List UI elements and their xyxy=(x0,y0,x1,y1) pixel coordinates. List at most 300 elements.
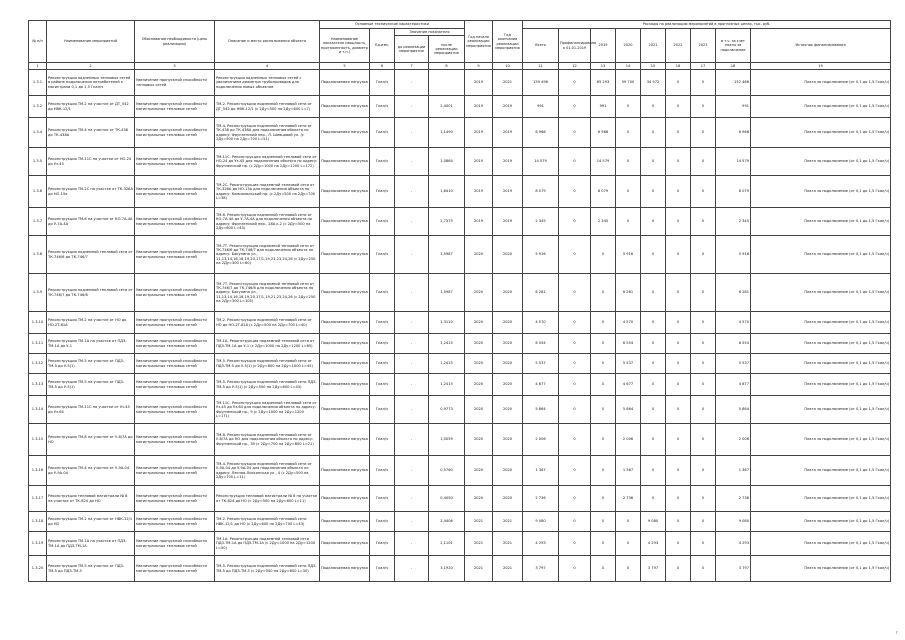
cell-financed: 0 xyxy=(559,556,591,582)
cell-unit: Гкал/ч xyxy=(370,96,395,118)
cell-2020: 1 367 xyxy=(616,456,641,486)
cell-num: 1.3.13 xyxy=(29,374,47,396)
cell-unit: Гкал/ч xyxy=(370,118,395,148)
cell-indicator: Подключаемая нагрузка xyxy=(320,96,370,118)
header-fee: в т.ч. за счет платы за подключение xyxy=(716,29,751,63)
cell-before: - xyxy=(395,374,429,396)
cell-total: 991 xyxy=(523,96,559,118)
header-source: Источник финансирования xyxy=(751,29,891,63)
cell-2020: 0 xyxy=(616,118,641,148)
cell-financed: 0 xyxy=(559,532,591,556)
cell-fee: 4 570 xyxy=(716,312,751,334)
cell-2021: 0 xyxy=(641,396,666,424)
cell-2021: 0 xyxy=(641,456,666,486)
cell-before: - xyxy=(395,486,429,512)
column-number: 15 xyxy=(641,63,666,70)
cell-2021: 0 xyxy=(641,176,666,208)
column-number: 4 xyxy=(215,63,320,70)
cell-2019: 8 079 xyxy=(591,176,616,208)
column-number: 1 xyxy=(29,63,47,70)
cell-before: - xyxy=(395,396,429,424)
cell-num: 1.3.20 xyxy=(29,556,47,582)
cell-before: - xyxy=(395,274,429,312)
cell-financed: 0 xyxy=(559,70,591,96)
cell-unit: Гкал/ч xyxy=(370,374,395,396)
cell-start-year: 2019 xyxy=(465,208,493,236)
cell-name: Реконструкция ТМ-8 на участке от У-8/7А до НО xyxy=(47,424,135,456)
cell-purpose: Увеличение пропускной способности магистральных тепловых сетей xyxy=(135,96,215,118)
cell-after: 1,0864 xyxy=(429,148,465,176)
cell-indicator: Подключаемая нагрузка xyxy=(320,236,370,274)
cell-2021: 3 797 xyxy=(641,556,666,582)
cell-start-year: 2020 xyxy=(465,274,493,312)
cell-2021: 0 xyxy=(641,96,666,118)
header-2019: 2019 xyxy=(591,29,616,63)
column-number: 18 xyxy=(716,63,751,70)
header-2022: 2022 xyxy=(666,29,691,63)
cell-description: ТМ-5. Реконструкция подземной тепловой сети от ПДЗ-ТМ-5 до У-5(1) (с 2Ду=800 на 2Ду=1000 L=45) xyxy=(215,354,320,374)
cell-2020: 2 006 xyxy=(616,424,641,456)
cell-before: - xyxy=(395,556,429,582)
cell-2021: 4 293 xyxy=(641,532,666,556)
cell-indicator: Подключаемая нагрузка xyxy=(320,556,370,582)
cell-unit: Гкал/ч xyxy=(370,556,395,582)
cell-2023: 0 xyxy=(691,274,716,312)
cell-name: Реконструкция подземной тепловой сети от ТК-746/7 до ТК-746/8 xyxy=(47,274,135,312)
column-number: 12 xyxy=(559,63,591,70)
cell-unit: Гкал/ч xyxy=(370,312,395,334)
cell-unit: Гкал/ч xyxy=(370,396,395,424)
cell-source: Плата за подключение (от 0,1 до 1,5 Гкал/ч) xyxy=(751,70,891,96)
cell-start-year: 2020 xyxy=(465,312,493,334)
cell-purpose: Увеличение пропускной способности магистральных тепловых сетей xyxy=(135,456,215,486)
cell-2023: 0 xyxy=(691,176,716,208)
cell-2019: 0 xyxy=(591,486,616,512)
table-row xyxy=(29,70,891,96)
cell-source: Плата за подключение (от 0,1 до 1,5 Гкал/ч) xyxy=(751,148,891,176)
cell-description: ТМ-2С. Реконструкция подземной тепловой сети от ТК-326А до НО-15а для подключения объекта по адресу: Комсомольский пр. (с 2Ду=500 на 2Ду=700 L=38) xyxy=(215,176,320,208)
table-row xyxy=(29,118,891,148)
table-row xyxy=(29,556,891,582)
cell-purpose: Увеличение пропускной способности магистральных тепловых сетей xyxy=(135,176,215,208)
table-row xyxy=(29,236,891,274)
cell-fee: 3 797 xyxy=(716,556,751,582)
cell-financed: 0 xyxy=(559,456,591,486)
cell-description: ТМ-4. Реконструкция подземной тепловой сети от ТК-438 до ТК-438А для подключения объекта по адресу: Фрунзенский пер., Л. Шевцовой ул. (с 2Ду=500 на 2Ду=700 L=51) xyxy=(215,118,320,148)
cell-description: Реконструкция тепловой магистрали № 8 на участке от ТК-824 до НО (с 2Ду=500 на 2Ду=600 L=11) xyxy=(215,486,320,512)
cell-2019: 0 xyxy=(591,236,616,274)
cell-after: 1,2415 xyxy=(429,354,465,374)
cell-financed: 0 xyxy=(559,148,591,176)
cell-before: - xyxy=(395,70,429,96)
cell-2023: 0 xyxy=(691,236,716,274)
cell-end-year: 2020 xyxy=(493,312,523,334)
cell-2019: 6 966 xyxy=(591,118,616,148)
cell-2023: 0 xyxy=(691,334,716,354)
cell-purpose: Увеличение пропускной способности магистральных тепловых сетей xyxy=(135,556,215,582)
cell-2023: 0 xyxy=(691,456,716,486)
cell-2019: 0 xyxy=(591,274,616,312)
cell-fee: 1 367 xyxy=(716,456,751,486)
column-number: 9 xyxy=(465,63,493,70)
header-end-year: Год окончания реализации мероприятия xyxy=(493,21,523,63)
column-number: 17 xyxy=(691,63,716,70)
cell-total: 6 554 xyxy=(523,334,559,354)
cell-unit: Гкал/ч xyxy=(370,456,395,486)
cell-fee: 5 864 xyxy=(716,396,751,424)
cell-unit: Гкал/ч xyxy=(370,236,395,274)
cell-source: Плата за подключение (от 0,1 до 1,5 Гкал/ч) xyxy=(751,274,891,312)
cell-financed: 0 xyxy=(559,424,591,456)
cell-after: 1,5987 xyxy=(429,274,465,312)
header-justification: Обоснование необходимости (цель реализации) xyxy=(135,21,215,63)
table-row xyxy=(29,176,891,208)
cell-name: Реконструкция ТМ-2 на участке от ДТ_542 до НВК-12/1 xyxy=(47,96,135,118)
cell-num: 1.3.10 xyxy=(29,312,47,334)
cell-num: 1.3.15 xyxy=(29,424,47,456)
cell-name: Реконструкция ТМ-11С на участке от НО-24 до Уз-45 xyxy=(47,148,135,176)
cell-after: 0,4050 xyxy=(429,486,465,512)
cell-2021: 0 xyxy=(641,424,666,456)
table-row xyxy=(29,374,891,396)
cell-2019: 0 xyxy=(591,424,616,456)
cell-num: 1.3.1 xyxy=(29,70,47,96)
column-number: 2 xyxy=(47,63,135,70)
cell-total: 8 079 xyxy=(523,176,559,208)
cell-indicator: Подключаемая нагрузка xyxy=(320,208,370,236)
column-number: 7 xyxy=(395,63,429,70)
cell-end-year: 2020 xyxy=(493,274,523,312)
cell-indicator: Подключаемая нагрузка xyxy=(320,424,370,456)
column-number: 10 xyxy=(493,63,523,70)
header-after: после реализации мероприятия xyxy=(429,36,465,63)
cell-after: 1,1490 xyxy=(429,118,465,148)
cell-num: 1.3.14 xyxy=(29,396,47,424)
cell-2022: 0 xyxy=(666,512,691,532)
cell-unit: Гкал/ч xyxy=(370,486,395,512)
cell-2020: 0 xyxy=(616,148,641,176)
cell-2022: 0 xyxy=(666,96,691,118)
cell-start-year: 2020 xyxy=(465,334,493,354)
cell-financed: 0 xyxy=(559,274,591,312)
cell-2021: 0 xyxy=(641,374,666,396)
cell-name: Реконструкция подземной тепловой сети от ТК-746/6 до ТК-746/7 xyxy=(47,236,135,274)
cell-num: 1.3.17 xyxy=(29,486,47,512)
header-2021: 2021 xyxy=(641,29,666,63)
cell-financed: 0 xyxy=(559,396,591,424)
cell-start-year: 2020 xyxy=(465,396,493,424)
cell-2019: 0 xyxy=(591,456,616,486)
cell-2022: 0 xyxy=(666,456,691,486)
cell-name: Реконструкция ТМ-4 на участке от ТК-438 до ТК-438А xyxy=(47,118,135,148)
cell-unit: Гкал/ч xyxy=(370,532,395,556)
cell-name: Реконструкция ТМ-5 на участке от ПДЗ-ТМ-5 до У-5(1) xyxy=(47,354,135,374)
cell-after: 1,0059 xyxy=(429,424,465,456)
cell-fee: 4 293 xyxy=(716,532,751,556)
column-number: 6 xyxy=(370,63,395,70)
cell-2022: 0 xyxy=(666,396,691,424)
cell-before: - xyxy=(395,96,429,118)
cell-description: ТМ-11С. Реконструкция надземной тепловой сети от НО-24 до Уз-45 для подключения объекта по адресу: Фрунзенский пр. (с 2Ду=1000 на 2Ду=1200 L=172) xyxy=(215,148,320,176)
column-number: 8 xyxy=(429,63,465,70)
cell-num: 1.3.16 xyxy=(29,456,47,486)
cell-2022: 0 xyxy=(666,236,691,274)
investment-program-table xyxy=(28,20,891,582)
cell-num: 1.3.12 xyxy=(29,354,47,374)
cell-indicator: Подключаемая нагрузка xyxy=(320,532,370,556)
cell-purpose: Увеличение пропускной способности магистральных тепловых сетей xyxy=(135,424,215,456)
cell-end-year: 2020 xyxy=(493,396,523,424)
cell-2023: 0 xyxy=(691,96,716,118)
cell-2019: 0 xyxy=(591,354,616,374)
header-group-technical: Основные технические характеристики xyxy=(320,21,465,29)
cell-after: 0,9773 xyxy=(429,396,465,424)
cell-indicator: Подключаемая нагрузка xyxy=(320,512,370,532)
cell-total: 14 579 xyxy=(523,148,559,176)
cell-total: 5 537 xyxy=(523,354,559,374)
cell-2023: 0 xyxy=(691,512,716,532)
cell-num: 1.3.7 xyxy=(29,208,47,236)
column-number: 13 xyxy=(591,63,616,70)
cell-2022: 0 xyxy=(666,424,691,456)
cell-end-year: 2020 xyxy=(493,236,523,274)
cell-before: - xyxy=(395,424,429,456)
cell-2019: 14 579 xyxy=(591,148,616,176)
cell-fee: 14 579 xyxy=(716,148,751,176)
cell-name: Реконструкция ТМ-1А на участке от ПДЗ-ТМ-1А до У-1 xyxy=(47,334,135,354)
cell-num: 1.3.4 xyxy=(29,118,47,148)
cell-after: 1,5987 xyxy=(429,236,465,274)
cell-2022: 0 xyxy=(666,70,691,96)
cell-2022: 0 xyxy=(666,374,691,396)
cell-end-year: 2021 xyxy=(493,512,523,532)
cell-source: Плата за подключение (от 0,1 до 1,5 Гкал/ч) xyxy=(751,456,891,486)
cell-total: 159 496 xyxy=(523,70,559,96)
cell-unit: Гкал/ч xyxy=(370,424,395,456)
cell-name: Реконструкция ТМ-2 на участке от НО до НО-2Т-81А xyxy=(47,312,135,334)
cell-2022: 0 xyxy=(666,334,691,354)
cell-name: Реконструкция ТМ-1А на участке от ПДЗ-ТМ-1А до ПДЗ-ТМ-1А xyxy=(47,532,135,556)
cell-unit: Гкал/ч xyxy=(370,512,395,532)
table-row xyxy=(29,532,891,556)
cell-2022: 0 xyxy=(666,354,691,374)
cell-2021: 0 xyxy=(641,208,666,236)
cell-2020: 6 281 xyxy=(616,274,641,312)
cell-financed: 0 xyxy=(559,118,591,148)
table-row xyxy=(29,208,891,236)
cell-num: 1.3.18 xyxy=(29,512,47,532)
cell-unit: Гкал/ч xyxy=(370,274,395,312)
cell-2020: 5 916 xyxy=(616,236,641,274)
cell-start-year: 2020 xyxy=(465,374,493,396)
cell-financed: 0 xyxy=(559,354,591,374)
cell-source: Плата за подключение (от 0,1 до 1,5 Гкал/ч) xyxy=(751,486,891,512)
cell-2019: 2 345 xyxy=(591,208,616,236)
cell-purpose: Увеличение пропускной способности магистральных тепловых сетей xyxy=(135,532,215,556)
cell-financed: 0 xyxy=(559,208,591,236)
cell-purpose: Увеличение пропускной способности магистральных тепловых сетей xyxy=(135,512,215,532)
header-financed: Профинансировано к 01.01.2019 xyxy=(559,29,591,63)
cell-source: Плата за подключение (от 0,1 до 1,5 Гкал/ч) xyxy=(751,354,891,374)
cell-total: 9 080 xyxy=(523,512,559,532)
cell-description: ТМ-2. Реконструкция подземной тепловой сети НВК-12/1 до НО (с 2Ду=600 на 2Ду=700 L=43) xyxy=(215,512,320,532)
cell-unit: Гкал/ч xyxy=(370,148,395,176)
cell-indicator: Подключаемая нагрузка xyxy=(320,70,370,96)
cell-2021: 0 xyxy=(641,312,666,334)
cell-before: - xyxy=(395,354,429,374)
cell-after: 1,3110 xyxy=(429,312,465,334)
header-group-costs: Расходы на реализацию мероприятий в прогнозных ценах, тыс. руб. xyxy=(523,21,891,29)
cell-total: 1 367 xyxy=(523,456,559,486)
cell-2021: 0 xyxy=(641,118,666,148)
header-name: Наименование мероприятий xyxy=(47,21,135,63)
cell-total: 3 797 xyxy=(523,556,559,582)
cell-indicator: Подключаемая нагрузка xyxy=(320,354,370,374)
cell-2019: 65 293 xyxy=(591,70,616,96)
cell-purpose: Увеличение пропускной способности магистральных тепловых сетей xyxy=(135,374,215,396)
cell-description: ТМ-5. Реконструкция подземной тепловой сети ПДЗ-ТМ-5 до У-5(1) (с 2Ду=500 на 2Ду=600 L=45) xyxy=(215,374,320,396)
header-start-year: Год начала реализации мероприятия xyxy=(465,21,493,63)
cell-source: Плата за подключение (от 0,1 до 1,5 Гкал/ч) xyxy=(751,556,891,582)
cell-end-year: 2019 xyxy=(493,176,523,208)
cell-num: 1.3.9 xyxy=(29,274,47,312)
cell-source: Плата за подключение (от 0,1 до 1,5 Гкал/ч) xyxy=(751,96,891,118)
cell-start-year: 2021 xyxy=(465,556,493,582)
cell-2020: 0 xyxy=(616,512,641,532)
cell-after: 2,4406 xyxy=(429,512,465,532)
cell-total: 6 966 xyxy=(523,118,559,148)
cell-description: ТМ-7Т. Реконструкция подземной тепловой сети от ТК-746/7 до ТК-746/8 для подключения объекта по адресу: Бакунина ул., 11,13,14,16,18,19,20,17/1,19,21,23,24,26 (с 2Ду=250 на 2Ду=300 L=105) xyxy=(215,274,320,312)
cell-2023: 0 xyxy=(691,312,716,334)
cell-fee: 9 080 xyxy=(716,512,751,532)
cell-2021: 0 xyxy=(641,274,666,312)
cell-before: - xyxy=(395,118,429,148)
cell-indicator: Подключаемая нагрузка xyxy=(320,274,370,312)
cell-2019: 0 xyxy=(591,334,616,354)
table-row xyxy=(29,396,891,424)
cell-end-year: 2019 xyxy=(493,208,523,236)
cell-2022: 0 xyxy=(666,556,691,582)
cell-2020: 59 700 xyxy=(616,70,641,96)
cell-2021: 34 972 xyxy=(641,70,666,96)
header-tech-name: Наименование показателя (мощность, протяженность, диаметр и т.п.) xyxy=(320,29,370,63)
cell-end-year: 2020 xyxy=(493,334,523,354)
cell-indicator: Подключаемая нагрузка xyxy=(320,176,370,208)
cell-description: ТМ-2. Реконструкция подземной тепловой сети от НО до НО-2Т-81А (с 2Ду=500 на 2Ду=700 L=40) xyxy=(215,312,320,334)
cell-financed: 0 xyxy=(559,486,591,512)
cell-name: Реконструкция ТМ-5 на участке от ПДЗ-ТМ-5 до У-5(1) xyxy=(47,374,135,396)
cell-2021: 0 xyxy=(641,236,666,274)
cell-end-year: 2021 xyxy=(493,556,523,582)
column-number: 14 xyxy=(616,63,641,70)
column-number: 11 xyxy=(523,63,559,70)
cell-after: 2,4001 xyxy=(429,96,465,118)
cell-name: Реконструкция ТМ-2С на участке от ТК-326А до НО-15а xyxy=(47,176,135,208)
column-number: 19 xyxy=(751,63,891,70)
cell-total: 2 736 xyxy=(523,486,559,512)
cell-after xyxy=(429,70,465,96)
cell-2022: 0 xyxy=(666,148,691,176)
cell-fee: 2 345 xyxy=(716,208,751,236)
cell-start-year: 2019 xyxy=(465,148,493,176)
cell-description: ТМ-8. Реконструкция надземной тепловой сети от У-8/7А до НО для подключения объекта по адресу: Фрунзенский пр., 39 (с 2Ду=700 на 2Ду=800 L=21) xyxy=(215,424,320,456)
header-row-1 xyxy=(29,21,891,29)
cell-name: Реконструкция ТМ-11С на участке от Уз-45 до Уз-64 xyxy=(47,396,135,424)
cell-source: Плата за подключение (от 0,1 до 1,5 Гкал/ч) xyxy=(751,334,891,354)
cell-indicator: Подключаемая нагрузка xyxy=(320,312,370,334)
table-row xyxy=(29,148,891,176)
cell-purpose: Увеличение пропускной способности магистральных тепловых сетей xyxy=(135,312,215,334)
cell-after: 1,2415 xyxy=(429,334,465,354)
cell-purpose: Увеличение пропускной способности магистральных тепловых сетей xyxy=(135,208,215,236)
cell-fee: 8 079 xyxy=(716,176,751,208)
header-description: Описание и место расположения объекта xyxy=(215,21,320,63)
cell-description: ТМ-2. Реконструкция подземной тепловой сети от ДТ_542 до НВК-12/1 (с 2Ду=500 на 2Ду=600 L=7) xyxy=(215,96,320,118)
cell-source: Плата за подключение (от 0,1 до 1,5 Гкал/ч) xyxy=(751,208,891,236)
table-row xyxy=(29,312,891,334)
cell-purpose: Увеличение пропускной способности магистральных тепловых сетей xyxy=(135,274,215,312)
cell-2023: 0 xyxy=(691,556,716,582)
cell-end-year: 2020 xyxy=(493,486,523,512)
cell-description: Реконструкция надземных тепловых сетей с увеличением диаметра трубопроводов для подключения новых объектов xyxy=(215,70,320,96)
cell-2022: 0 xyxy=(666,532,691,556)
cell-financed: 0 xyxy=(559,176,591,208)
cell-total: 5 916 xyxy=(523,236,559,274)
cell-fee: 6 966 xyxy=(716,118,751,148)
cell-unit: Гкал/ч xyxy=(370,70,395,96)
cell-total: 6 281 xyxy=(523,274,559,312)
cell-fee: 5 537 xyxy=(716,354,751,374)
cell-fee: 6 281 xyxy=(716,274,751,312)
column-number-row xyxy=(29,63,891,70)
table-body xyxy=(29,21,891,582)
cell-2020: 0 xyxy=(616,532,641,556)
cell-description: ТМ-1А. Реконструкция подземной тепловой сети ПДЗ-ТМ-1А до ПДЗ-ТМ-1А (с 2Ду=1000 на 2Ду=1200 L=50) xyxy=(215,532,320,556)
cell-fee: 152 466 xyxy=(716,70,751,96)
cell-2019: 0 xyxy=(591,512,616,532)
cell-description: ТМ-4. Реконструкция подземной тепловой сети от У-9А-04 до У-9А-04 для подключения объекта по адресу: Лесная-Лисконская ул., 4 (с 2Ду=500 на 2Ду=700 L=11) xyxy=(215,456,320,486)
cell-indicator: Подключаемая нагрузка xyxy=(320,334,370,354)
cell-after: 1,2415 xyxy=(429,374,465,396)
cell-2023: 0 xyxy=(691,148,716,176)
cell-2021: 0 xyxy=(641,148,666,176)
cell-fee: 6 554 xyxy=(716,334,751,354)
cell-source: Плата за подключение (от 0,1 до 1,5 Гкал/ч) xyxy=(751,424,891,456)
table-row xyxy=(29,274,891,312)
cell-start-year: 2019 xyxy=(465,96,493,118)
cell-start-year: 2021 xyxy=(465,532,493,556)
header-total: Всего xyxy=(523,29,559,63)
cell-start-year: 2020 xyxy=(465,236,493,274)
cell-2021: 9 080 xyxy=(641,512,666,532)
cell-financed: 0 xyxy=(559,312,591,334)
cell-purpose: Увеличение пропускной способности магистральных тепловых сетей xyxy=(135,236,215,274)
cell-2022: 0 xyxy=(666,274,691,312)
cell-2020: 5 537 xyxy=(616,354,641,374)
cell-2020: 6 554 xyxy=(616,334,641,354)
cell-source: Плата за подключение (от 0,1 до 1,5 Гкал/ч) xyxy=(751,176,891,208)
cell-source: Плата за подключение (от 0,1 до 1,5 Гкал/ч) xyxy=(751,532,891,556)
cell-start-year: 2019 xyxy=(465,70,493,96)
cell-end-year: 2021 xyxy=(493,70,523,96)
cell-2020: 4 570 xyxy=(616,312,641,334)
cell-description: ТМ-5. Реконструкция подземной тепловой сети ПДЗ-ТМ-5 до ПДЗ-ТМ-5 (с 2Ду=500 на 2Ду=600 L=30) xyxy=(215,556,320,582)
cell-name: Реконструкция ТМ-2 на участке от НВК-12/1 до НО xyxy=(47,512,135,532)
cell-2019: 0 xyxy=(591,532,616,556)
cell-before: - xyxy=(395,532,429,556)
cell-source: Плата за подключение (от 0,1 до 1,5 Гкал/ч) xyxy=(751,396,891,424)
cell-2022: 0 xyxy=(666,176,691,208)
